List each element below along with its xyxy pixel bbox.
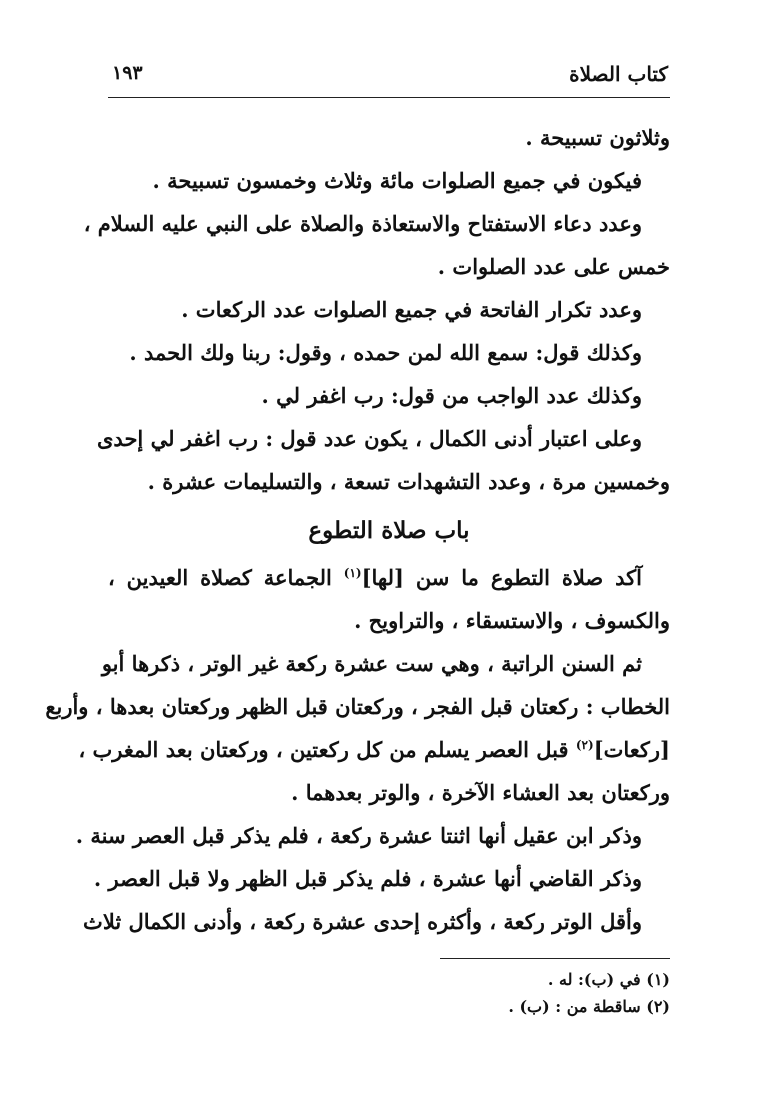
text-segment: الجماعة كصلاة العيدين ،	[108, 565, 344, 590]
text-line: وركعتان بعد العشاء الآخرة ، والوتر بعدهما .	[291, 780, 670, 805]
text-line: وعدد تكرار الفاتحة في جميع الصلوات عدد الركعات .	[181, 297, 642, 322]
text-line: وكذلك قول: سمع الله لمن حمده ، وقول: ربنا ولك الحمد .	[129, 340, 642, 365]
text-line: خمس على عدد الصلوات .	[437, 254, 670, 279]
text-segment: قبل العصر يسلم من كل ركعتين ، وركعتان بعد المغرب ،	[78, 737, 576, 762]
footnote: (٢) ساقطة من : (ب) .	[508, 997, 670, 1016]
running-title: كتاب الصلاة	[569, 62, 668, 86]
footnote-rule	[440, 958, 670, 959]
text-line	[108, 556, 670, 599]
footnote: (١) في (ب): له .	[547, 970, 670, 989]
text-line	[78, 728, 670, 771]
text-line: وأقل الوتر ركعة ، وأكثره إحدى عشرة ركعة ، وأدنى الكمال ثلاث	[83, 909, 642, 934]
text-line: وذكر القاضي أنها عشرة ، فلم يذكر قبل الظهر ولا قبل العصر .	[93, 866, 642, 891]
page-number: ١٩٣	[112, 62, 143, 84]
text-segment: آكد صلاة التطوع ما سن [لها]	[361, 565, 642, 590]
text-line: وثلاثون تسبيحة .	[525, 125, 670, 150]
section-heading: باب صلاة التطوع	[308, 517, 470, 544]
text-line: وخمسين مرة ، وعدد التشهدات تسعة ، والتسليمات عشرة .	[147, 469, 670, 494]
text-line: وعلى اعتبار أدنى الكمال ، يكون عدد قول : رب اغفر لي إحدى	[96, 426, 642, 451]
text-line: والكسوف ، والاستسقاء ، والتراويح .	[354, 608, 670, 633]
footnotes	[108, 966, 670, 1020]
text-line: الخطاب : ركعتان قبل الفجر ، وركعتان قبل الظهر وركعتان بعدها ، وأربع	[45, 694, 670, 719]
text-line: فيكون في جميع الصلوات مائة وثلاث وخمسون تسبيحة .	[152, 168, 642, 193]
text-line: وذكر ابن عقيل أنها اثنتا عشرة ركعة ، فلم يذكر قبل العصر سنة .	[75, 823, 642, 848]
text-segment: [ركعات]	[593, 737, 670, 762]
footnote-ref: (٢)	[575, 738, 594, 752]
text-line: وعدد دعاء الاستفتاح والاستعاذة والصلاة على النبي عليه السلام ،	[83, 211, 642, 236]
footnote-ref: (١)	[343, 566, 362, 580]
text-line: وكذلك عدد الواجب من قول: رب اغفر لي .	[261, 383, 642, 408]
page-header	[112, 56, 668, 92]
header-rule	[108, 97, 670, 98]
text-line: ثم السنن الراتبة ، وهي ست عشرة ركعة غير الوتر ، ذكرها أبو	[101, 651, 642, 676]
main-text	[45, 116, 670, 943]
